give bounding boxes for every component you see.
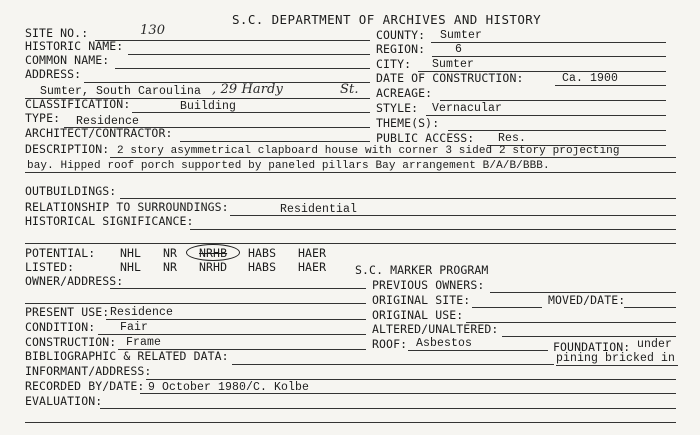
site-no-label: SITE NO.:	[25, 26, 89, 40]
county-rule	[431, 42, 666, 43]
type-label: TYPE:	[25, 111, 61, 125]
foundation-rule	[556, 365, 678, 366]
city-label: CITY:	[376, 57, 412, 71]
public-access-label: PUBLIC ACCESS:	[376, 131, 475, 145]
potential-nr: NR	[163, 246, 178, 260]
roof-label: ROOF:	[372, 337, 408, 351]
historical-significance-rule	[190, 229, 676, 230]
historic-name-label: HISTORIC NAME:	[25, 39, 124, 53]
address-city-value: Sumter, South Caroulina	[40, 85, 202, 98]
acreage-label: ACREAGE:	[376, 86, 433, 100]
foundation-label: FOUNDATION:	[553, 340, 631, 354]
recorded-by-value: 9 October 1980/C. Kolbe	[148, 381, 310, 394]
common-name-rule	[115, 68, 370, 69]
owner-address-label: OWNER/ADDRESS:	[25, 274, 124, 288]
classification-rule	[132, 112, 370, 113]
informant-rule	[146, 379, 676, 380]
recorded-by-label: RECORDED BY/DATE:	[25, 379, 145, 393]
condition-value: Fair	[120, 321, 149, 334]
foundation-value-1: under	[637, 338, 673, 351]
moved-date-rule	[624, 307, 676, 308]
historic-name-rule	[128, 54, 370, 55]
recorded-by-rule	[140, 393, 676, 394]
relationship-label: RELATIONSHIP TO SURROUNDINGS:	[25, 200, 229, 214]
potential-nhl: NHL	[120, 246, 142, 260]
altered-rule	[502, 336, 676, 337]
evaluation-label: EVALUATION:	[25, 394, 103, 408]
date-construction-rule	[555, 85, 666, 86]
historical-significance-label: HISTORICAL SIGNIFICANCE:	[25, 214, 194, 228]
date-construction-label: DATE OF CONSTRUCTION:	[376, 71, 524, 85]
acreage-rule	[440, 100, 666, 101]
evaluation-rule2	[25, 422, 676, 423]
bibliographic-label: BIBLIOGRAPHIC & RELATED DATA:	[25, 349, 229, 363]
construction-value: Frame	[126, 336, 162, 349]
evaluation-rule	[100, 408, 676, 409]
potential-haer: HAER	[298, 246, 327, 260]
address-street-suffix: St.	[340, 82, 359, 97]
original-site-rule	[472, 307, 542, 308]
style-value: Vernacular	[432, 102, 503, 115]
county-value: Sumter	[440, 29, 483, 42]
original-use-label: ORIGINAL USE:	[372, 308, 464, 322]
type-value: Residence	[76, 115, 140, 128]
original-site-label: ORIGINAL SITE:	[372, 293, 471, 307]
classification-label: CLASSIFICATION:	[25, 97, 131, 111]
marker-program-label: S.C. MARKER PROGRAM	[355, 263, 489, 277]
present-use-rule	[106, 319, 366, 320]
city-value: Sumter	[432, 58, 475, 71]
description-line2: bay. Hipped roof porch supported by paneled pillars Bay arrangement B/A/B/BBB.	[27, 160, 550, 172]
moved-date-label: MOVED/DATE:	[548, 293, 626, 307]
region-value: 6	[455, 43, 463, 56]
condition-label: CONDITION:	[25, 320, 96, 334]
style-rule	[426, 115, 666, 116]
potential-nrhb: NRHB	[199, 246, 228, 260]
present-use-label: PRESENT USE:	[25, 305, 110, 319]
bibliographic-rule	[232, 364, 554, 365]
card-title: S.C. DEPARTMENT OF ARCHIVES AND HISTORY	[232, 12, 542, 27]
listed-label: LISTED:	[25, 260, 75, 274]
themes-label: THEME(S):	[376, 116, 440, 130]
site-no-value: 130	[140, 23, 166, 38]
region-label: REGION:	[376, 42, 426, 56]
altered-label: ALTERED/UNALTERED:	[372, 322, 499, 336]
listed-haer: HAER	[298, 260, 327, 274]
classification-value: Building	[180, 100, 237, 113]
construction-label: CONSTRUCTION:	[25, 335, 117, 349]
outbuildings-label: OUTBUILDINGS:	[25, 184, 117, 198]
region-rule	[432, 56, 666, 57]
roof-rule	[408, 350, 548, 351]
description-rule1	[110, 157, 676, 158]
listed-nhl: NHL	[120, 260, 142, 274]
architect-label: ARCHITECT/CONTRACTOR:	[25, 126, 173, 140]
relationship-value: Residential	[280, 203, 358, 216]
address-label: ADDRESS:	[25, 67, 82, 81]
potential-habs: HABS	[248, 246, 277, 260]
listed-nrhd: NRHD	[199, 260, 228, 274]
description-line1: 2 story asymmetrical clapboard house with corner 3 sided 2 story projecting	[117, 145, 620, 157]
listed-habs: HABS	[248, 260, 277, 274]
present-use-value: Residence	[110, 306, 174, 319]
address-street-value: , 29 Hardy	[212, 82, 283, 97]
nrhb-circle-mark	[186, 244, 240, 261]
county-label: COUNTY:	[376, 28, 426, 42]
historical-significance-rule2	[25, 243, 676, 244]
owner-address-rule	[110, 288, 366, 289]
owner-address-rule2	[25, 303, 366, 304]
site-no-rule	[95, 40, 370, 41]
previous-owners-label: PREVIOUS OWNERS:	[372, 278, 485, 292]
description-rule2	[25, 172, 676, 173]
outbuildings-rule	[120, 198, 676, 199]
roof-value: Asbestos	[416, 337, 473, 350]
condition-rule	[98, 334, 366, 335]
common-name-label: COMMON NAME:	[25, 53, 110, 67]
architect-rule	[180, 141, 370, 142]
foundation-value-2: pining bricked in	[556, 352, 676, 365]
style-label: STYLE:	[376, 101, 419, 115]
date-construction-value: Ca. 1900	[562, 72, 619, 85]
relationship-rule	[230, 215, 676, 216]
public-access-value: Res.	[498, 132, 527, 145]
potential-label: POTENTIAL:	[25, 246, 96, 260]
themes-rule	[448, 130, 666, 131]
informant-label: INFORMANT/ADDRESS:	[25, 364, 152, 378]
description-label: DESCRIPTION:	[25, 142, 110, 156]
listed-nr: NR	[163, 260, 178, 274]
